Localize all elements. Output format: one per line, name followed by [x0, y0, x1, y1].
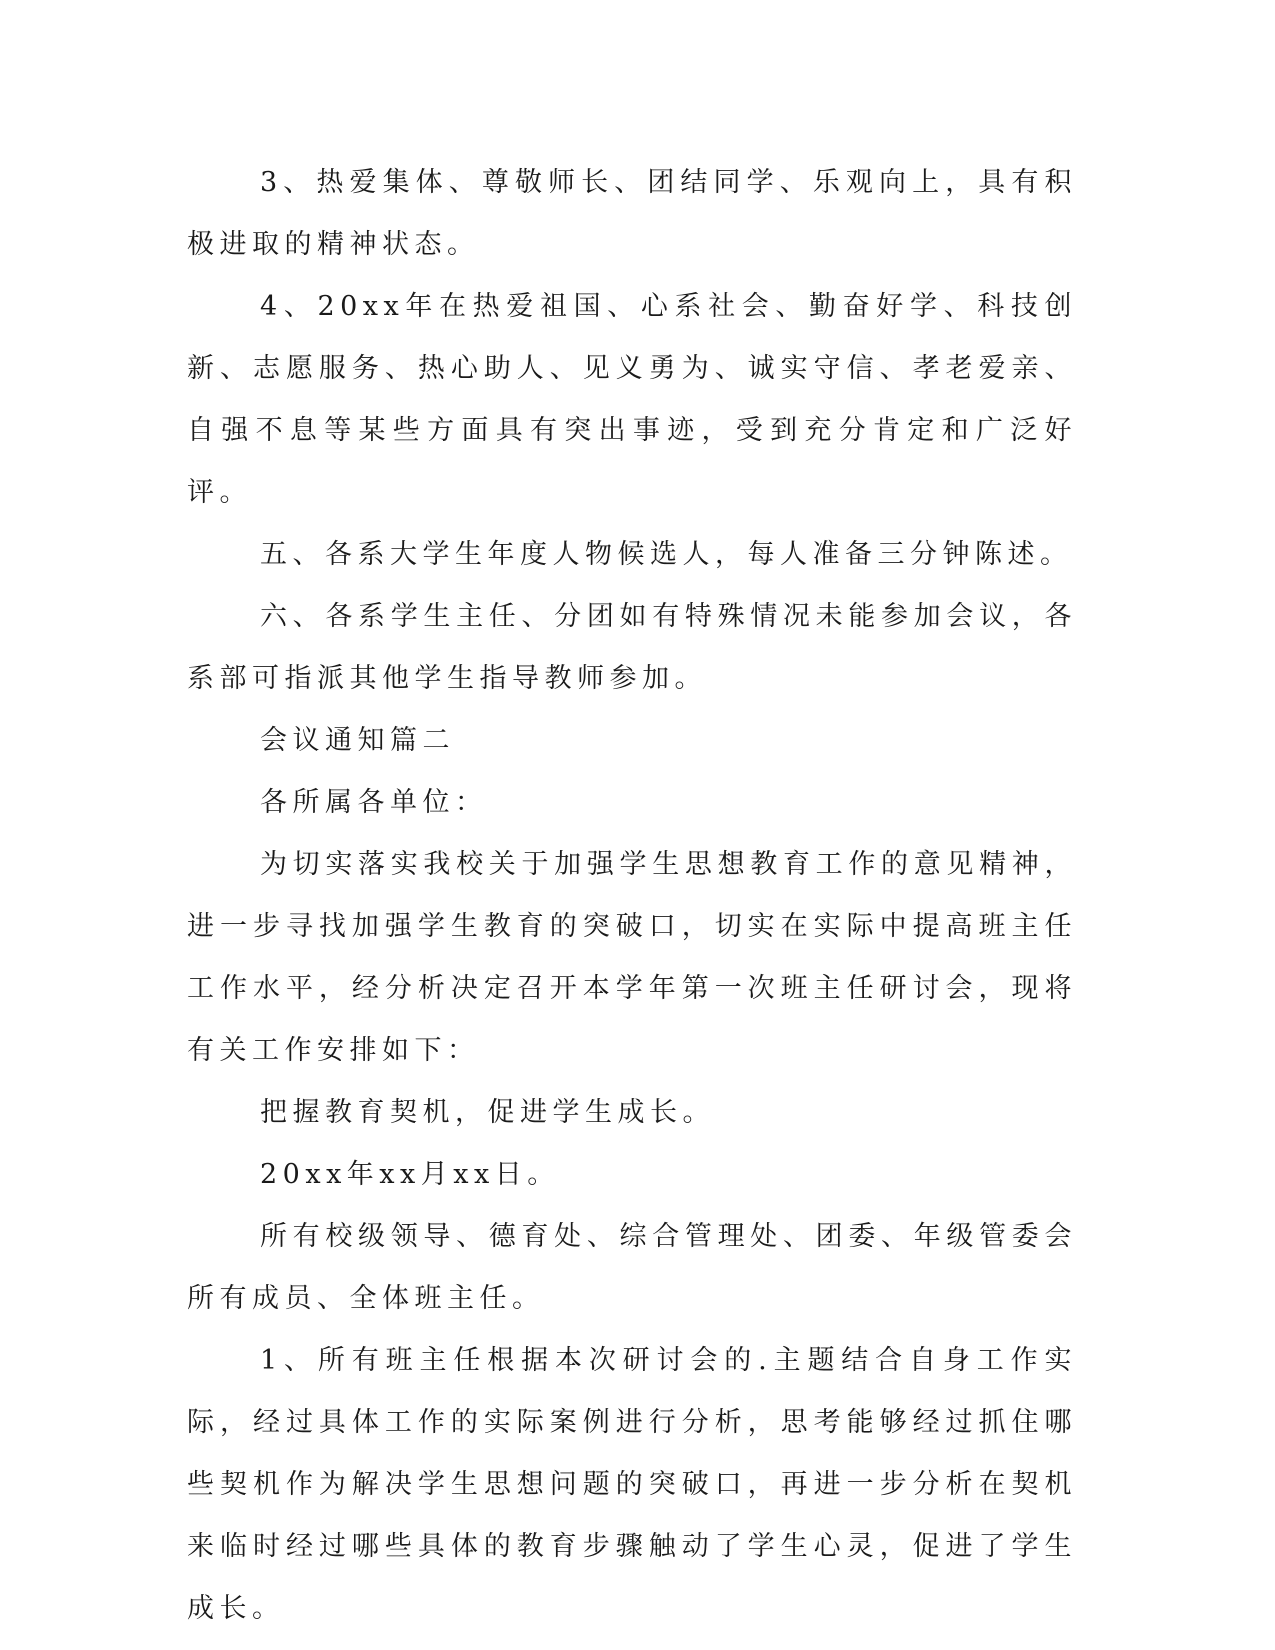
paragraph-participants: 所有校级领导、德育处、综合管理处、团委、年级管委会所有成员、全体班主任。	[187, 1221, 1077, 1314]
paragraph-section-5-candidates: 五、各系大学生年度人物候选人，每人准备三分钟陈述。	[260, 539, 1073, 570]
section-heading-notice-two: 会议通知篇二	[260, 725, 455, 756]
paragraph-theme: 把握教育契机，促进学生成长。	[260, 1097, 715, 1128]
paragraph-requirement-1: 1、所有班主任根据本次研讨会的.主题结合自身工作实际，经过具体工作的实际案例进行分析，思考能够经过抓住哪些契机作为解决学生思想问题的突破口，再进一步分析在契机来临时经过哪些具体的教育步骤触动了学生心灵，促进了学生成长。	[187, 1345, 1077, 1624]
paragraph-item-3-collective: 3、热爱集体、尊敬师长、团结同学、乐观向上，具有积极进取的精神状态。	[187, 167, 1077, 260]
paragraph-date: 20xx年xx月xx日。	[260, 1159, 560, 1190]
paragraph-purpose: 为切实落实我校关于加强学生思想教育工作的意见精神，进一步寻找加强学生教育的突破口，切实在实际中提高班主任工作水平，经分析决定召开本学年第一次班主任研讨会，现将有关工作安排如下：	[187, 849, 1077, 1066]
salutation: 各所属各单位：	[260, 787, 488, 818]
paragraph-item-4-achievements: 4、20xx年在热爱祖国、心系社会、勤奋好学、科技创新、志愿服务、热心助人、见义勇为、诚实守信、孝老爱亲、自强不息等某些方面具有突出事迹，受到充分肯定和广泛好评。	[187, 291, 1077, 508]
paragraph-section-6-substitutes: 六、各系学生主任、分团如有特殊情况未能参加会议，各系部可指派其他学生指导教师参加。	[187, 601, 1077, 694]
document-body	[187, 152, 1077, 1640]
